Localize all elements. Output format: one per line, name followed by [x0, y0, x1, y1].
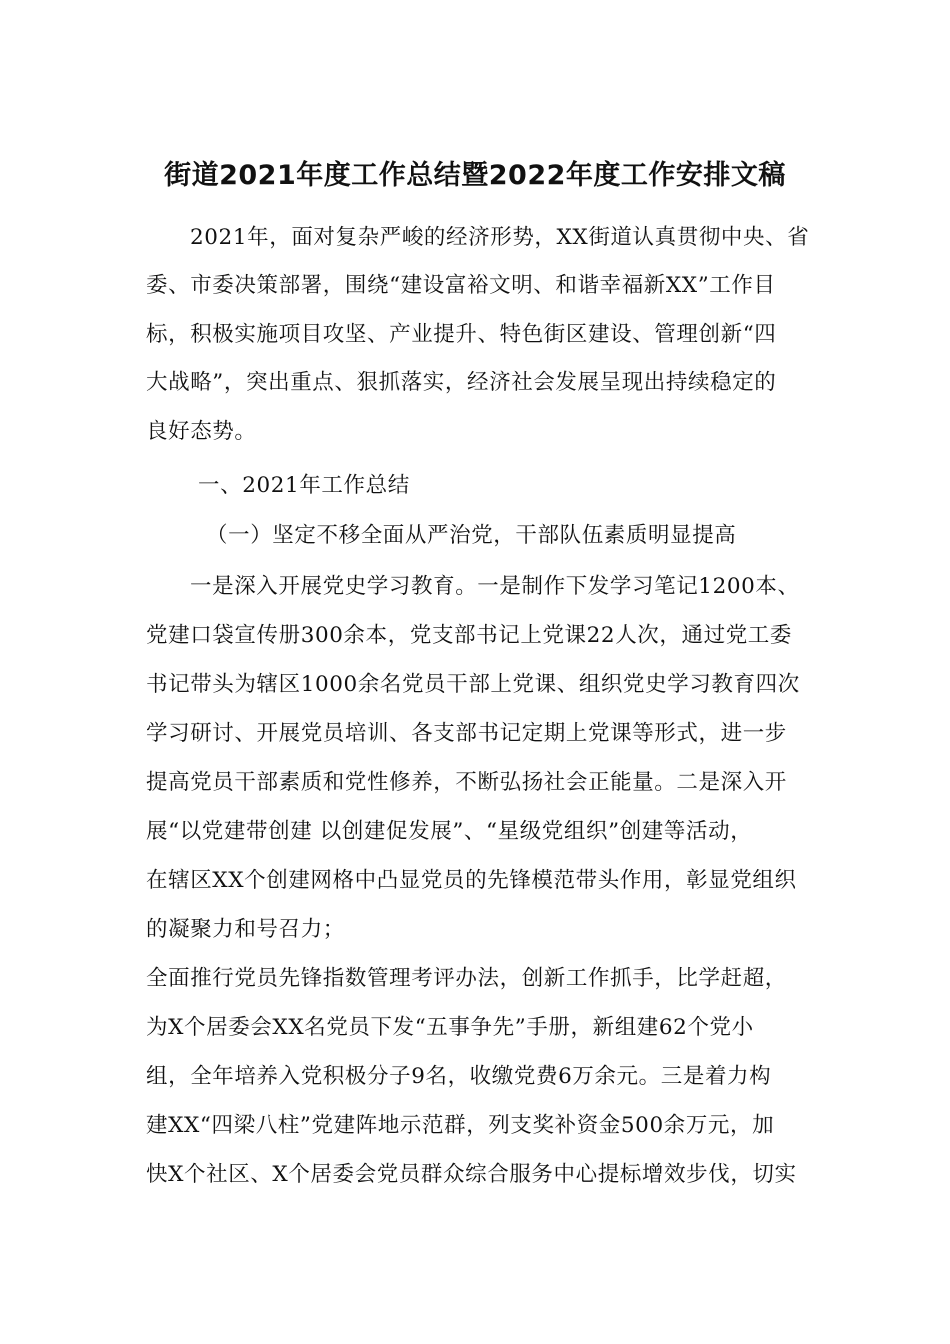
paragraph-line: 党建口袋宣传册300余本，党支部书记上党课22人次，通过党工委 [146, 623, 792, 648]
paragraph-line: 快X个社区、X个居委会党员群众综合服务中心提标增效步伐，切实 [146, 1162, 797, 1187]
paragraph-line: 组，全年培养入党积极分子9名，收缴党费6万余元。三是着力构 [146, 1064, 772, 1089]
paragraph-line: 提高党员干部素质和党性修养，不断弘扬社会正能量。二是深入开 [146, 770, 787, 795]
paragraph-line: 2021年，面对复杂严峻的经济形势，XX街道认真贯彻中央、省 [190, 225, 810, 250]
section-heading: 一、2021年工作总结 [198, 473, 410, 498]
document-title: 街道2021年度工作总结暨2022年度工作安排文稿 [164, 160, 786, 191]
paragraph-line: 良好态势。 [146, 419, 257, 444]
paragraph-line: 委、市委决策部署，围绕“建设富裕文明、和谐幸福新XX”工作目 [146, 273, 776, 298]
paragraph-line: 的凝聚力和号召力； [146, 917, 345, 942]
paragraph-line: 标，积极实施项目攻坚、产业提升、特色街区建设、管理创新“四 [146, 322, 777, 347]
paragraph-line: 学习研讨、开展党员培训、各支部书记定期上党课等形式，进一步 [146, 721, 787, 746]
paragraph-line: 展“以党建带创建 以创建促发展”、“星级党组织”创建等活动， [146, 819, 753, 844]
paragraph-line: 书记带头为辖区1000余名党员干部上党课、组织党史学习教育四次 [146, 672, 800, 697]
paragraph-line: 在辖区XX个创建网格中凸显党员的先锋模范带头作用，彰显党组织 [146, 868, 797, 893]
subsection-heading: （一）坚定不移全面从严治党，干部队伍素质明显提高 [206, 523, 737, 548]
paragraph-line: 为X个居委会XX名党员下发“五事争先”手册，新组建62个党小 [146, 1015, 754, 1040]
paragraph-line: 建XX“四梁八柱”党建阵地示范群，列支奖补资金500余万元，加 [146, 1113, 775, 1138]
paragraph-line: 全面推行党员先锋指数管理考评办法，创新工作抓手，比学赶超， [146, 966, 787, 991]
paragraph-line: 一是深入开展党史学习教育。一是制作下发学习笔记1200本、 [190, 574, 800, 599]
paragraph-line: 大战略”，突出重点、狠抓落实，经济社会发展呈现出持续稳定的 [146, 370, 777, 395]
